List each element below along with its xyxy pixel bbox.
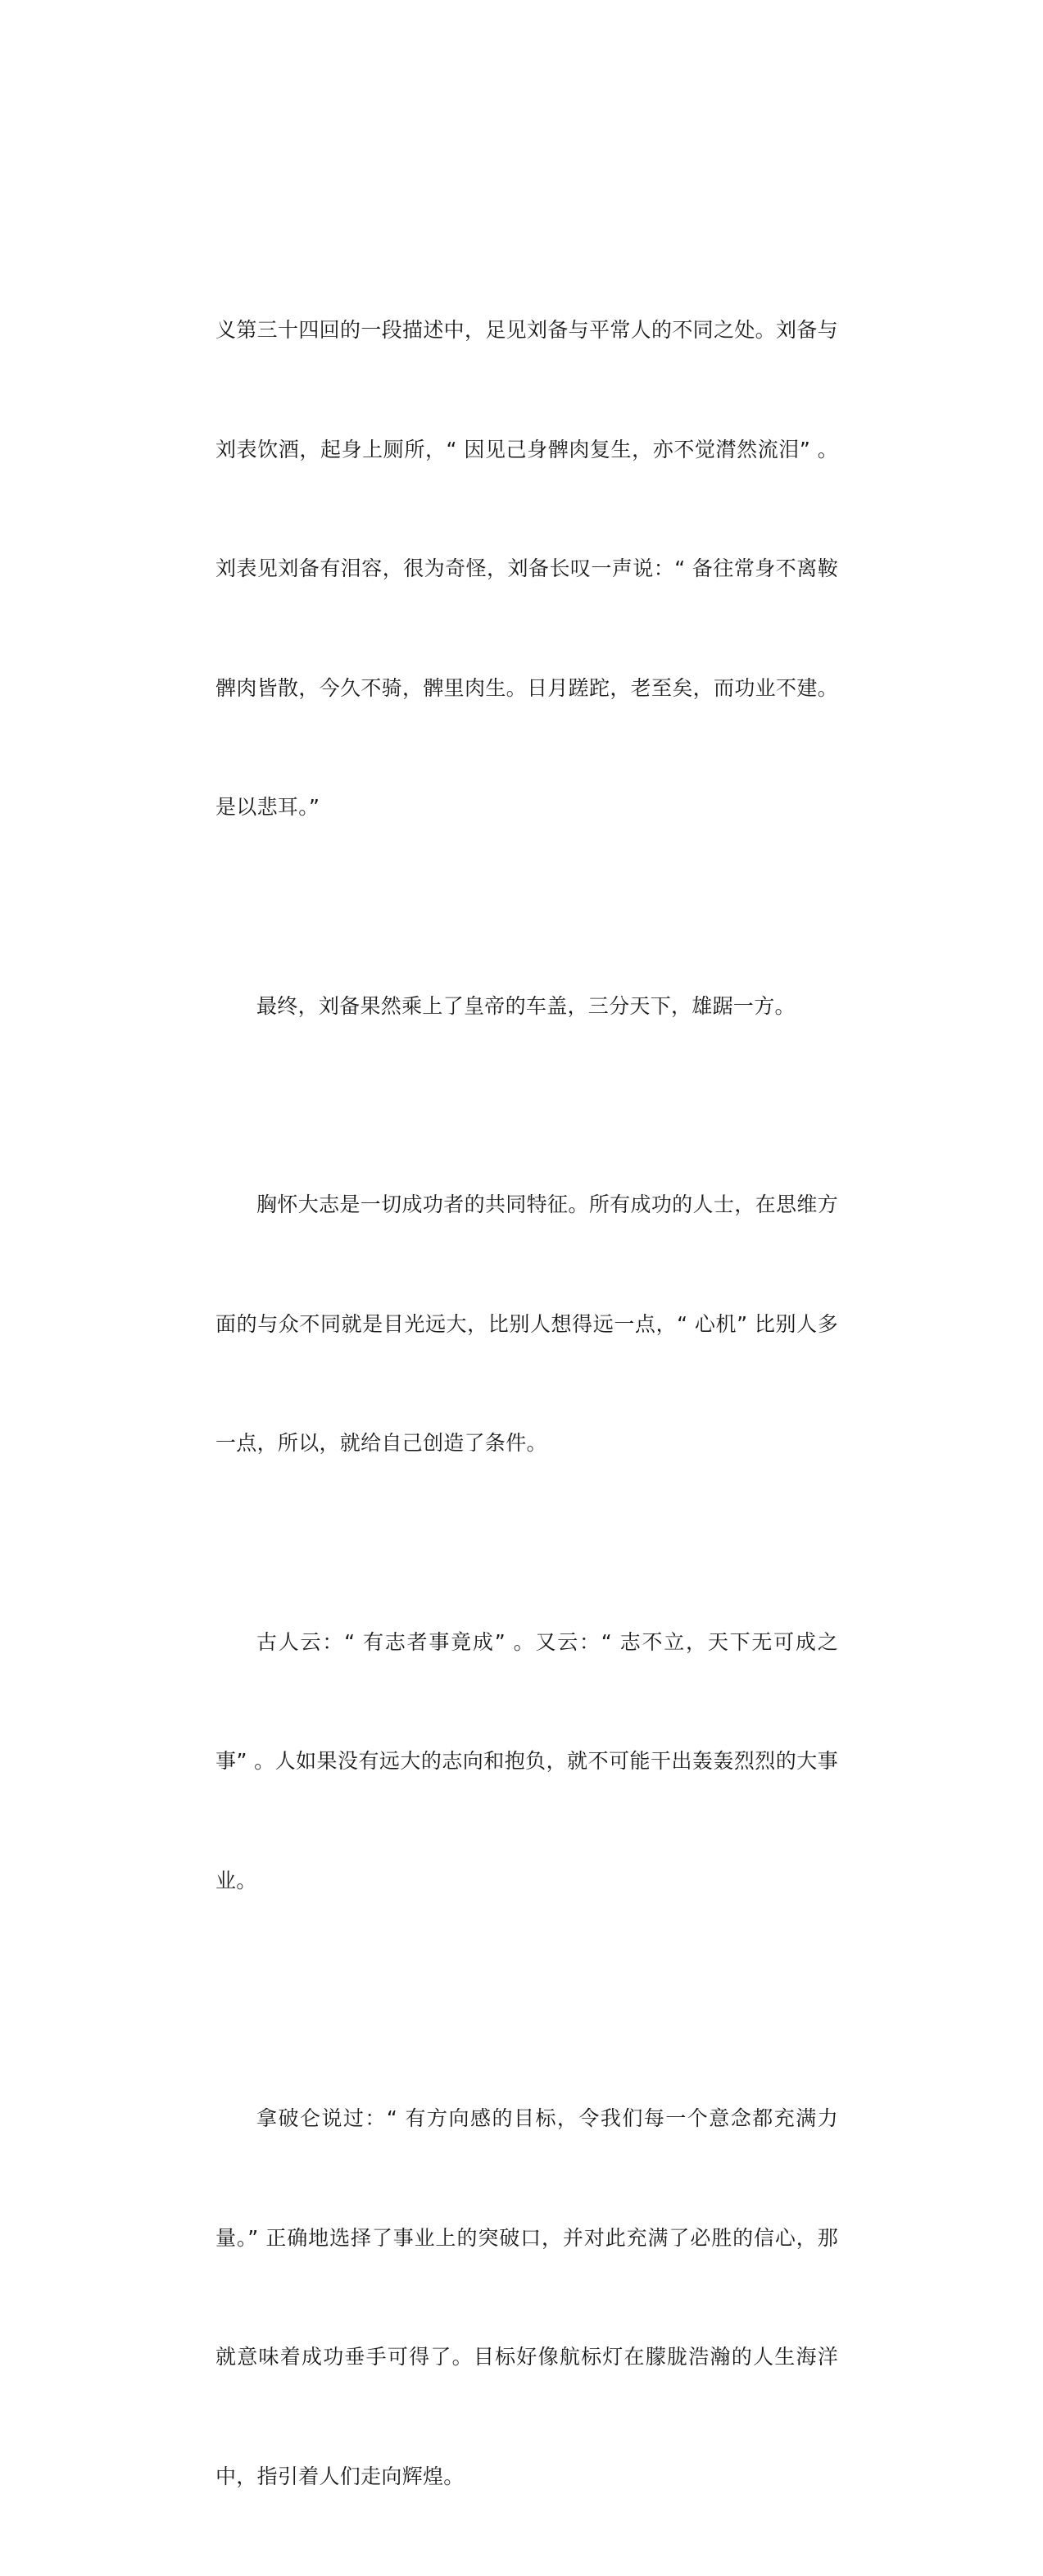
text-line: 刘表见刘备有泪容，很为奇怪，刘备长叹一声说：“ 备往常身不离鞍 [215, 557, 838, 580]
text-line: 量。” 正确地选择了事业上的突破口，并对此充满了必胜的信心，那 [215, 2225, 838, 2250]
text-line: 髀肉皆散，今久不骑，髀里肉生。日月蹉跎，老至矣，而功业不建。 [215, 675, 838, 700]
text-line: 刘表饮酒，起身上厕所，“ 因见己身髀肉复生，亦不觉潸然流泪” 。 [215, 437, 838, 461]
text-line: 最终，刘备果然乘上了皇帝的车盖，三分天下，雄踞一方。 [256, 993, 796, 1018]
text-line: 义第三十四回的一段描述中，足见刘备与平常人的不同之处。刘备与 [215, 318, 838, 342]
paragraph-ambition [215, 1106, 838, 1543]
text-line: 一点，所以，就给自己创造了条件。 [215, 1431, 547, 1455]
paragraph-outcome [215, 907, 838, 1106]
text-line: 就意味着成功垂手可得了。目标好像航标灯在朦胧浩瀚的人生海洋 [215, 2345, 838, 2369]
text-line: 中，指引着人们走向辉煌。 [215, 2464, 465, 2488]
text-line: 事” 。人如果没有远大的志向和抱负，就不可能干出轰轰烈烈的大事 [215, 1749, 838, 1773]
text-line: 业。 [215, 1868, 257, 1892]
paragraph-napoleon [215, 2019, 838, 2576]
text-line: 古人云：“ 有志者事竟成” 。又云：“ 志不立，天下无可成之 [256, 1629, 838, 1654]
paragraph-liubei-story [215, 231, 838, 907]
paragraph-ancient-saying [215, 1543, 838, 1981]
text-line: 胸怀大志是一切成功者的共同特征。所有成功的人士，在思维方 [256, 1193, 838, 1216]
text-line: 面的与众不同就是目光远大，比别人想得远一点，“ 心机” 比别人多 [215, 1311, 838, 1336]
document-body [215, 231, 838, 2576]
text-line: 是以悲耳。” [215, 795, 320, 819]
text-line: 拿破仑说过：“ 有方向感的目标，令我们每一个意念都充满力 [256, 2106, 838, 2130]
